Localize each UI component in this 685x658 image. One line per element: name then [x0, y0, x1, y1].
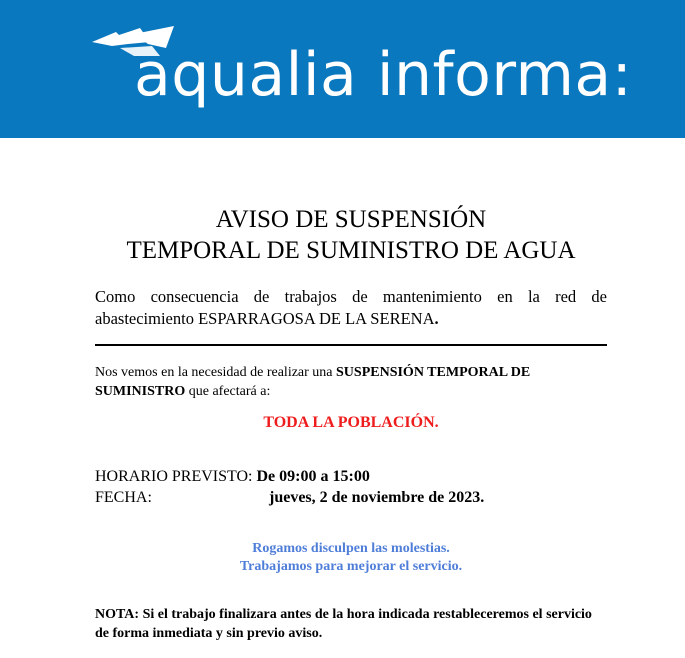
schedule-value: De 09:00 a 15:00 — [256, 468, 370, 485]
title-line-2: TEMPORAL DE SUMINISTRO DE AGUA — [126, 237, 576, 264]
apology-line-1: Rogamos disculpen las molestias. — [252, 541, 450, 556]
note-paragraph: NOTA: Si el trabajo finalizara antes de la hora indicada restableceremos el servicio de forma inmediata y sin previo aviso. — [95, 607, 592, 641]
schedule-block — [95, 466, 607, 508]
intro-paragraph — [95, 286, 607, 330]
date-value: jueves, 2 de noviembre de 2023. — [269, 489, 485, 506]
notice-title — [95, 204, 607, 266]
intro-end: . — [434, 309, 439, 328]
brand-wordmark: aqualia informa: — [134, 40, 633, 110]
title-line-1: AVISO DE SUSPENSIÓN — [215, 206, 487, 233]
para-suffix: que afectará a: — [185, 384, 271, 399]
para-bold: SUSPENSIÓN TEMPORAL DE SUMINISTRO — [95, 365, 531, 399]
apology-line-2: Trabajamos para mejorar el servicio. — [239, 559, 463, 574]
affected-area: TODA LA POBLACIÓN. — [263, 414, 439, 431]
intro-text: Como consecuencia de trabajos de mantenimiento en la red de abastecimiento ESPARRAGOSA DE LA SERENA — [95, 287, 607, 328]
para-prefix: Nos vemos en la necesidad de realizar una — [95, 365, 337, 380]
apology-message — [95, 540, 607, 576]
header-banner — [0, 0, 685, 138]
suspension-paragraph — [95, 363, 607, 401]
date-label: FECHA: — [95, 489, 152, 506]
schedule-row — [95, 466, 607, 487]
schedule-label: HORARIO PREVISTO: — [95, 468, 257, 485]
date-row — [95, 487, 607, 508]
divider — [95, 344, 607, 346]
